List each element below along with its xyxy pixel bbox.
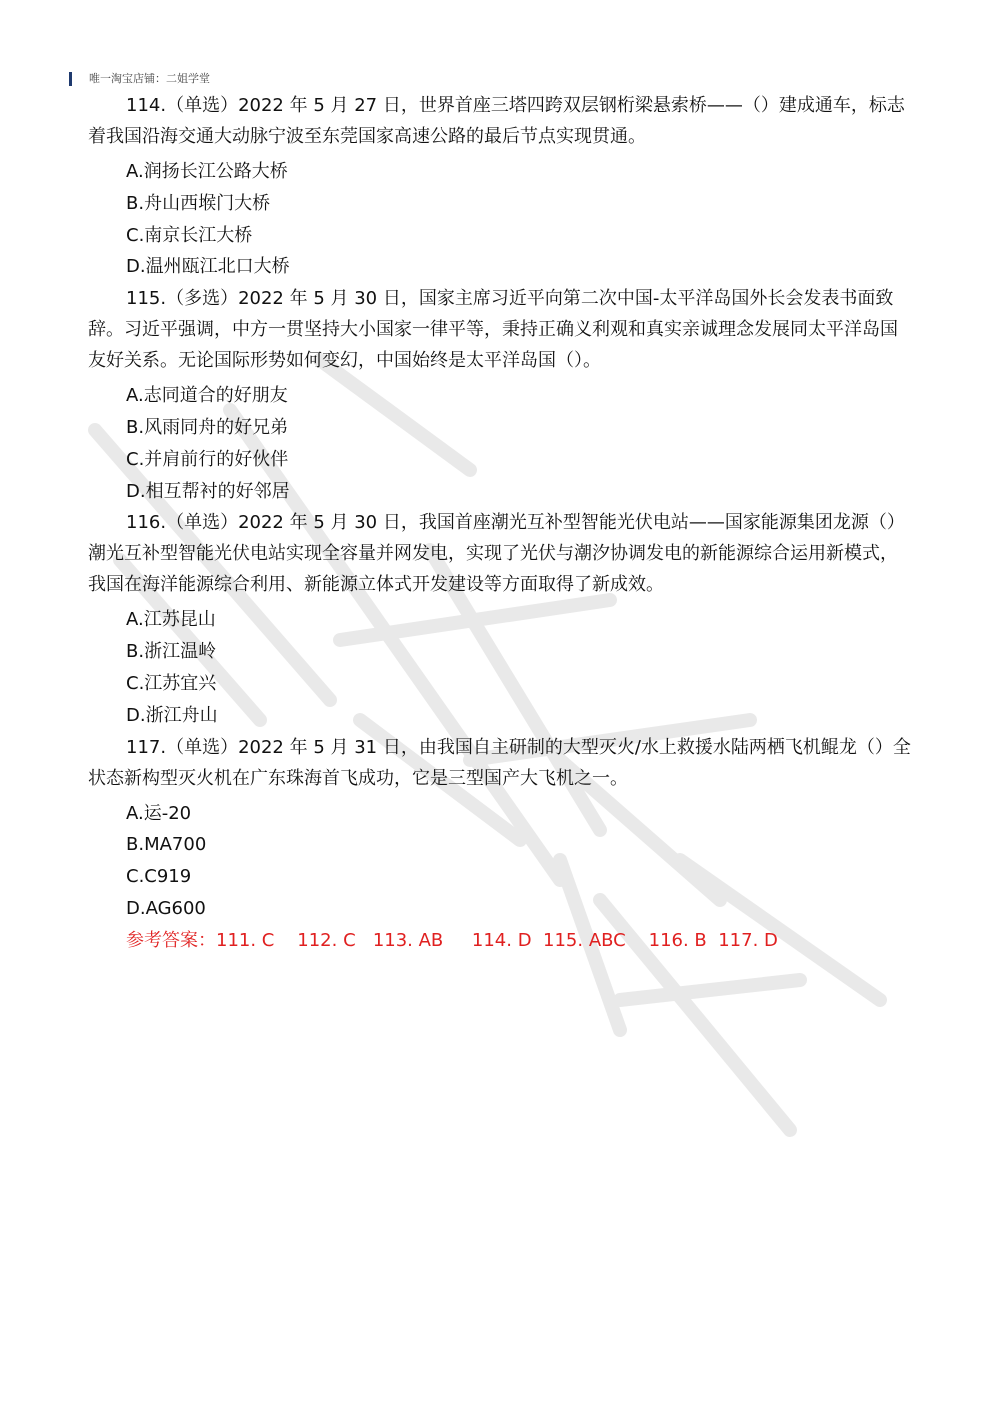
option-d: D.AG600 xyxy=(126,897,206,919)
answer-item: 117. D xyxy=(718,929,778,951)
answer-item: 112. C xyxy=(297,929,356,951)
option-b: B.风雨同舟的好兄弟 xyxy=(126,416,289,438)
option-d: D.温州瓯江北口大桥 xyxy=(126,256,290,278)
option-b: B.舟山西堠门大桥 xyxy=(126,192,271,214)
answer-item: 114. D xyxy=(471,929,532,951)
option-b: B.浙江温岭 xyxy=(126,641,217,663)
option-c: C.南京长江大桥 xyxy=(126,224,253,246)
question-stem: 116.（单选）2022 年 5 月 30 日，我国首座潮光互补型智能光伏电站——国家能源集团龙源（）潮光互补型智能光伏电站实现全容量并网发电，实现了光伏与潮汐协调发电的新能源综合运用新模式，我国在海洋能源综合利用、新能源立体式开发建设等方面取得了新成效。 xyxy=(88,512,905,596)
question-block xyxy=(88,283,914,507)
answer-item: 115. ABC xyxy=(543,929,626,951)
header-accent-bar xyxy=(69,72,72,86)
option-a: A.运-20 xyxy=(126,802,192,824)
question-stem: 114.（单选）2022 年 5 月 27 日，世界首座三塔四跨双层钢桁梁悬索桥——（）建成通车，标志着我国沿海交通大动脉宁波至东莞国家高速公路的最后节点实现贯通。 xyxy=(88,95,905,147)
question-stem: 117.（单选）2022 年 5 月 31 日，由我国自主研制的大型灭火/水上救援水陆两栖飞机鲲龙（）全状态新构型灭火机在广东珠海首飞成功，它是三型国产大飞机之一。 xyxy=(88,736,911,789)
answer-item: 116. B xyxy=(648,929,707,951)
question-stem: 115.（多选）2022 年 5 月 30 日，国家主席习近平向第二次中国-太平洋岛国外长会发表书面致辞。习近平强调，中方一贯坚持大小国家一律平等，秉持正确义利观和真实亲诚理念发展同太平洋岛国友好关系。无论国际形势如何变幻，中国始终是太平洋岛国（）。 xyxy=(88,288,898,372)
option-a: A.江苏昆山 xyxy=(126,609,216,631)
option-c: C.江苏宜兴 xyxy=(126,672,217,694)
question-block xyxy=(88,90,914,283)
question-block xyxy=(88,507,914,731)
question-list xyxy=(88,90,914,957)
option-c: C.C919 xyxy=(126,866,192,888)
option-d: D.浙江舟山 xyxy=(126,704,218,726)
answer-key xyxy=(88,925,914,957)
answer-item: 113. AB xyxy=(372,929,444,951)
answer-item: 111. C xyxy=(216,929,275,951)
header-shop-text: 唯一淘宝店铺：二姐学堂 xyxy=(89,72,210,85)
answer-key-label: 参考答案： xyxy=(126,929,216,951)
option-a: A.志同道合的好朋友 xyxy=(126,385,288,407)
option-d: D.相互帮衬的好邻居 xyxy=(126,480,290,502)
question-block xyxy=(88,732,914,925)
option-a: A.润扬长江公路大桥 xyxy=(126,161,288,182)
option-c: C.并肩前行的好伙伴 xyxy=(126,448,289,470)
option-b: B.MA700 xyxy=(126,834,207,856)
